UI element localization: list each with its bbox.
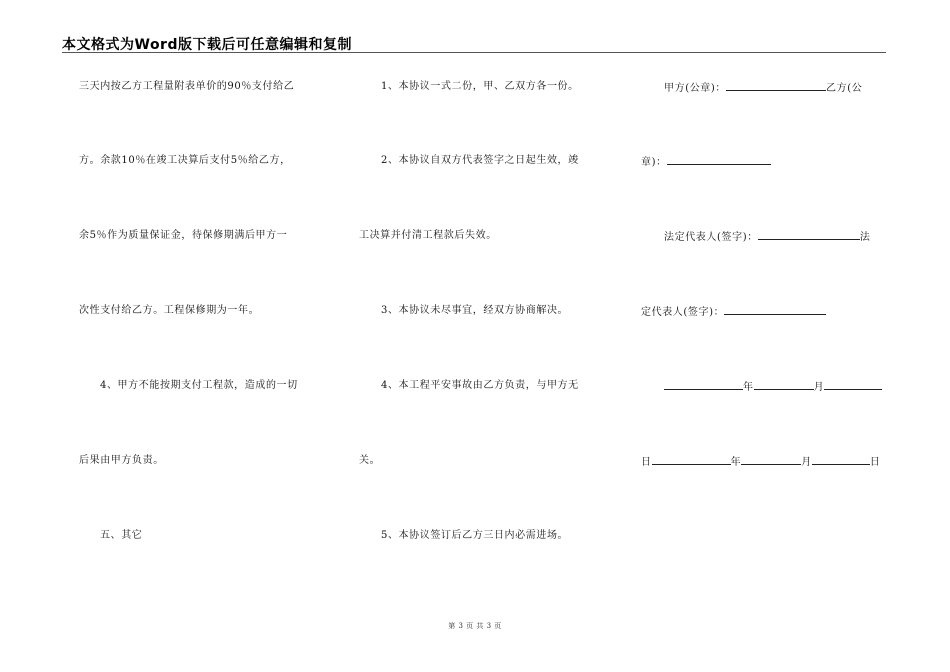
month-a-blank bbox=[754, 380, 814, 390]
day-b-blank bbox=[812, 455, 870, 465]
legal-rep-a-line bbox=[664, 230, 870, 244]
col1-line-1: 三天内按乙方工程量附表单价的90％支付给乙 bbox=[79, 81, 295, 92]
date-line-a bbox=[664, 380, 882, 394]
legal-rep-b-line bbox=[641, 305, 826, 319]
page-header-title: 本文格式为Word版下载后可任意编辑和复制 bbox=[62, 37, 352, 53]
col1-line-3: 余5％作为质量保证金，待保修期满后甲方一 bbox=[79, 230, 288, 241]
col2-line-4: 3、本协议未尽事宜，经双方协商解决。 bbox=[381, 305, 569, 316]
month-a-label: 月 bbox=[813, 382, 825, 393]
col2-line-7: 5、本协议签订后乙方三日内必需进场。 bbox=[381, 530, 569, 541]
party-b-seal-line bbox=[641, 155, 771, 169]
header-divider bbox=[62, 52, 886, 53]
col2-line-5: 4、本工程平安事故由乙方负责，与甲方无 bbox=[381, 380, 579, 391]
page-footer: 第 3 页 共 3 页 bbox=[448, 622, 502, 630]
party-b-seal-blank bbox=[667, 155, 771, 165]
legal-rep-b-blank bbox=[724, 305, 826, 315]
day-a-label: 日 bbox=[641, 457, 652, 468]
party-b-seal-label-start: 乙方(公 bbox=[826, 83, 863, 94]
col1-line-6: 后果由甲方负责。 bbox=[79, 455, 164, 466]
party-a-seal-label: 甲方(公章)： bbox=[664, 83, 727, 94]
col1-line-5: 4、甲方不能按期支付工程款，造成的一切 bbox=[100, 380, 298, 391]
party-b-seal-label-end: 章)： bbox=[641, 157, 667, 168]
col2-line-2: 2、本协议自双方代表签字之日起生效，竣 bbox=[381, 155, 579, 166]
col2-line-6: 关。 bbox=[359, 455, 381, 466]
year-a-blank bbox=[664, 380, 743, 390]
year-a-label: 年 bbox=[743, 382, 754, 393]
legal-rep-a-label: 法定代表人(签字)： bbox=[664, 232, 758, 243]
col1-line-2: 方。余款10％在竣工决算后支付5％给乙方， bbox=[79, 155, 291, 166]
party-a-seal-blank bbox=[726, 81, 826, 91]
year-b-blank bbox=[652, 455, 731, 465]
party-a-seal-line bbox=[664, 81, 862, 95]
col1-section-heading: 五、其它 bbox=[100, 530, 143, 541]
legal-rep-a-blank bbox=[758, 230, 860, 240]
month-b-label: 月 bbox=[801, 457, 812, 468]
day-b-label: 日 bbox=[869, 457, 881, 468]
col1-line-4: 次性支付给乙方。工程保修期为一年。 bbox=[79, 305, 260, 316]
legal-rep-b-label-start: 法 bbox=[859, 232, 871, 243]
col2-line-3: 工决算并付清工程款后失效。 bbox=[359, 230, 497, 241]
date-line-b bbox=[641, 455, 880, 469]
col2-line-1: 1、本协议一式二份，甲、乙双方各一份。 bbox=[381, 81, 579, 92]
year-b-label: 年 bbox=[730, 457, 742, 468]
legal-rep-b-label: 定代表人(签字)： bbox=[641, 307, 725, 318]
day-a-blank bbox=[824, 380, 882, 390]
month-b-blank bbox=[741, 455, 801, 465]
